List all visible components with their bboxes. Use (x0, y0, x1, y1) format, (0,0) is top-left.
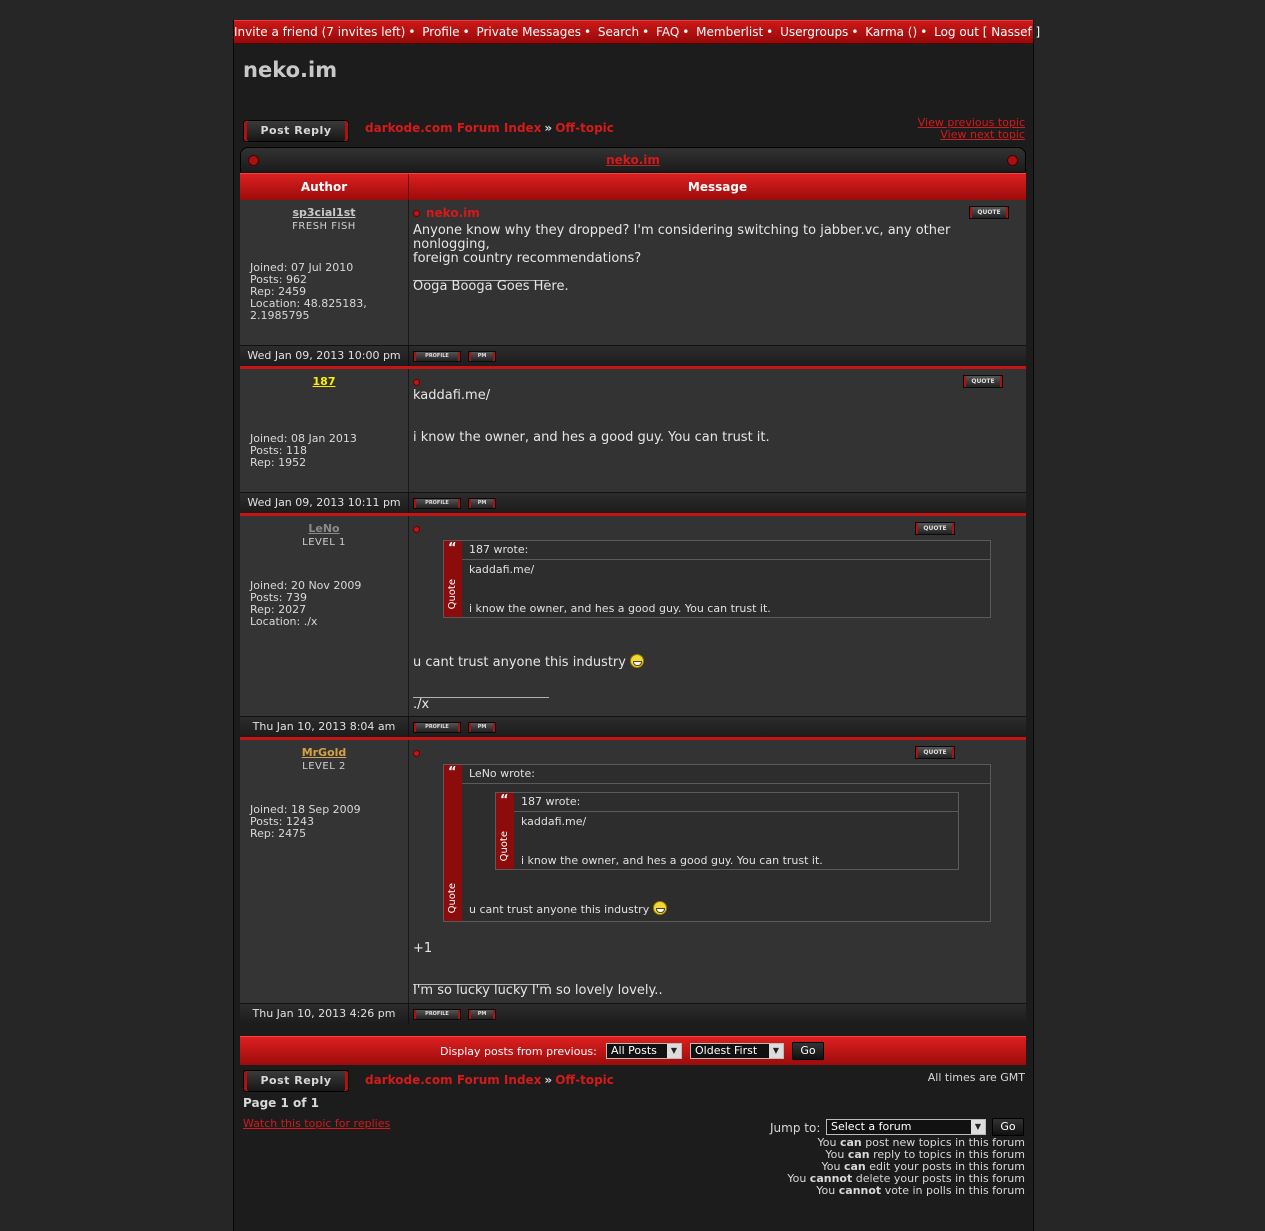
post-reply-button-top[interactable]: Post Reply (243, 120, 349, 142)
forum-permissions: You can post new topics in this forum You can reply to topics in this forum You can edit your posts in this forum You cannot delete your posts in this forum You cannot vote in polls in this forum (787, 1136, 1025, 1197)
topic-table (240, 147, 1026, 1024)
post-date: Thu Jan 10, 2013 8:04 am (240, 717, 409, 737)
post-message-panel (409, 369, 1026, 492)
profile-button[interactable]: PROFILE (413, 351, 461, 362)
pm-button[interactable]: PM (468, 351, 496, 362)
post-row (240, 366, 1026, 492)
quote-marks-icon: “ (500, 793, 509, 808)
post-author-panel (240, 200, 409, 345)
search-link[interactable]: Search (597, 25, 640, 39)
invite-link[interactable]: Invite a friend (7 invites left) (234, 25, 406, 39)
logout-link[interactable]: Log out [ Nassef ] (934, 25, 1041, 39)
post-subject: neko.im (413, 206, 480, 220)
profile-link[interactable]: Profile (422, 25, 460, 39)
timezone-note: All times are GMT (927, 1071, 1025, 1084)
post-author-panel (240, 740, 409, 1003)
post-user-stats: Joined: 18 Sep 2009 Posts: 1243 Rep: 2475 (250, 803, 361, 840)
post-author-panel (240, 369, 409, 492)
post-message-panel (409, 740, 1026, 1003)
post-username[interactable]: 187 (312, 375, 336, 388)
chevron-down-icon: ▼ (769, 1044, 783, 1058)
post-footer (240, 345, 1026, 366)
post-username[interactable]: LeNo (308, 522, 340, 535)
topic-title-link[interactable]: neko.im (606, 153, 660, 167)
page-container (233, 20, 1041, 1231)
post-footer (240, 492, 1026, 513)
forum-link[interactable]: Off-topic (555, 1073, 614, 1087)
profile-button[interactable]: PROFILE (413, 722, 461, 733)
post-bullet-icon (413, 750, 420, 757)
memberlist-link[interactable]: Memberlist (696, 25, 764, 39)
profile-button[interactable]: PROFILE (413, 498, 461, 509)
quote-block: “ Quote 187 wrote: kaddafi.me/ i know the owner, and hes a good guy. You can trust it. (443, 540, 991, 618)
signature-divider (413, 697, 549, 698)
chevron-down-icon: ▼ (971, 1120, 985, 1134)
post-date: Wed Jan 09, 2013 10:00 pm (240, 346, 409, 366)
post-user-rank: LEVEL 2 (302, 761, 346, 772)
grin-smiley-icon (630, 654, 644, 668)
nested-quote-author: 187 wrote: (514, 793, 958, 812)
karma-link[interactable]: Karma () (865, 25, 918, 39)
posts-range-select[interactable]: All Posts ▼ (606, 1043, 682, 1059)
jump-go-button[interactable]: Go (992, 1118, 1024, 1136)
post-bullet-icon (413, 526, 420, 533)
right-ornament-icon (1007, 155, 1018, 166)
top-navigation: Invite a friend (7 invites left) • Profile • Private Messages • Search • FAQ • Memberlist • Usergroups • Karma () • Log out [ Nassef ] (234, 20, 1033, 44)
post-user-rank: LEVEL 1 (302, 537, 346, 548)
message-column-header: Message (687, 180, 748, 194)
column-headers (240, 173, 1026, 200)
post-message-panel (409, 200, 1026, 345)
post-reply-button-bottom[interactable]: Post Reply (243, 1070, 349, 1092)
pm-button[interactable]: PM (468, 498, 496, 509)
post-signature: I'm so lucky lucky I'm so lovely lovely.. (413, 983, 663, 998)
forum-index-link[interactable]: darkode.com Forum Index (365, 121, 542, 135)
post-body: Anyone know why they dropped? I'm considering switching to jabber.vc, any other nonlogging, foreign country recommendations? (413, 223, 951, 266)
grin-smiley-icon (653, 901, 667, 915)
chevron-down-icon: ▼ (667, 1044, 681, 1058)
forum-link[interactable]: Off-topic (555, 121, 614, 135)
view-next-topic-link[interactable]: View next topic (940, 128, 1025, 141)
author-column-header: Author (240, 174, 409, 200)
quote-button[interactable]: QUOTE (963, 375, 1003, 388)
post-author-panel (240, 516, 409, 716)
quote-button[interactable]: QUOTE (969, 206, 1009, 219)
post-row (240, 737, 1026, 1003)
sort-order-select[interactable]: Oldest First ▼ (690, 1043, 784, 1059)
post-user-rank: FRESH FISH (292, 221, 356, 232)
post-bullet-icon (413, 210, 420, 217)
post-date: Thu Jan 10, 2013 4:26 pm (240, 1004, 409, 1024)
page-title: neko.im (243, 58, 338, 82)
quote-marks-icon: “ (448, 765, 457, 780)
post-signature: Ooga Booga Goes Here. (413, 279, 569, 294)
quote-author: 187 wrote: (462, 541, 990, 560)
post-row (240, 200, 1026, 345)
post-username[interactable]: MrGold (301, 746, 347, 759)
post-row (240, 513, 1026, 716)
post-subject (413, 375, 426, 389)
jump-forum-select[interactable]: Select a forum ▼ (826, 1119, 986, 1135)
watch-topic-link[interactable]: Watch this topic for replies (243, 1117, 391, 1130)
forum-index-link[interactable]: darkode.com Forum Index (365, 1073, 542, 1087)
post-user-stats: Joined: 20 Nov 2009 Posts: 739 Rep: 2027 Location: ./x (250, 579, 362, 628)
topic-title-bar (240, 147, 1026, 173)
nested-quote-block: “ Quote 187 wrote: kaddafi.me/ i know the owner, and hes a good guy. You can trust it. (495, 792, 959, 870)
post-body: i know the owner, and hes a good guy. You can trust it. (413, 430, 770, 445)
post-bullet-icon (413, 379, 420, 386)
post-date: Wed Jan 09, 2013 10:11 pm (240, 493, 409, 513)
post-message-panel (409, 516, 1026, 716)
post-user-stats: Joined: 08 Jan 2013 Posts: 118 Rep: 1952 (250, 432, 357, 469)
quote-marks-icon: “ (448, 541, 457, 556)
post-subject (413, 522, 426, 536)
post-body: +1 (413, 941, 433, 956)
post-username[interactable]: sp3cial1st (292, 206, 356, 219)
post-body: kaddafi.me/ (413, 388, 491, 403)
quote-button[interactable]: QUOTE (915, 746, 955, 759)
display-go-button[interactable]: Go (792, 1042, 824, 1060)
pm-button[interactable]: PM (468, 722, 496, 733)
post-subject (413, 746, 426, 760)
post-footer (240, 1003, 1026, 1024)
page-info: Page 1 of 1 (243, 1096, 319, 1110)
private-messages-link[interactable]: Private Messages (476, 25, 581, 39)
post-footer (240, 716, 1026, 737)
quote-button[interactable]: QUOTE (915, 522, 955, 535)
post-signature: ./x (413, 697, 430, 712)
topic-navigation (918, 117, 1025, 141)
quote-block: “ Quote LeNo wrote: “ Quote 187 wrote: kaddafi.me/ i know the owner, and hes a good guy. You can trust it. u cant trust anyone this industry (443, 764, 991, 922)
left-ornament-icon (248, 155, 259, 166)
pm-button[interactable]: PM (468, 1009, 496, 1020)
post-user-stats: Joined: 07 Jul 2010 Posts: 962 Rep: 2459 Location: 48.825183, 2.1985795 (250, 261, 367, 322)
breadcrumb-top: darkode.com Forum Index » Off-topic (365, 121, 614, 135)
profile-button[interactable]: PROFILE (413, 1009, 461, 1020)
display-posts-label: Display posts from previous: (440, 1045, 597, 1058)
display-options-bar (240, 1036, 1026, 1065)
jump-to-label: Jump to: (770, 1121, 821, 1135)
post-body: u cant trust anyone this industry (413, 654, 644, 670)
faq-link[interactable]: FAQ (656, 25, 680, 39)
breadcrumb-bottom: darkode.com Forum Index » Off-topic (365, 1073, 614, 1087)
quote-author: LeNo wrote: (462, 765, 990, 784)
usergroups-link[interactable]: Usergroups (780, 25, 849, 39)
view-previous-topic-link[interactable]: View previous topic (917, 116, 1025, 129)
